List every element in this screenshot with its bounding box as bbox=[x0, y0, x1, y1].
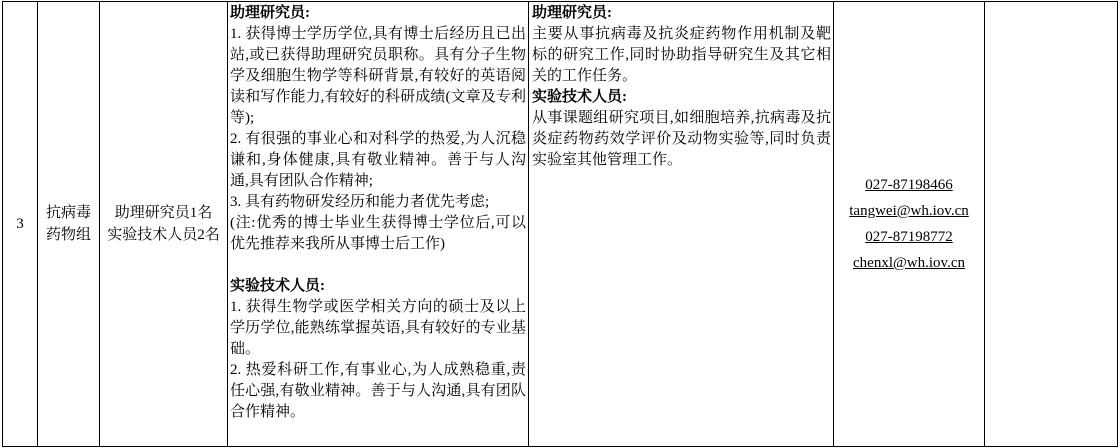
duties-assistant-title: 助理研究员: bbox=[532, 5, 612, 21]
requirement-note: (注:优秀的博士毕业生获得博士学位后,可以优先推荐来我所从事博士后工作) bbox=[230, 215, 526, 252]
requirements-assistant-title: 助理研究员: bbox=[230, 5, 310, 21]
requirement-item: 2. 有很强的事业心和对科学的热爱,为人沉稳谦和,身体健康,具有敬业精神。善于与人沟通,具有团队合作精神; bbox=[230, 131, 526, 189]
cell-research-group bbox=[38, 2, 100, 446]
cell-empty bbox=[985, 2, 1117, 446]
requirement-item: 1. 获得博士学历学位,具有博士后经历且已出站,或已获得助理研究员职称。具有分子生物学及细胞生物学等科研背景,有较好的英语阅读和写作能力,有较好的科研成绩(文章及专利等); bbox=[230, 26, 526, 126]
requirement-item: 2. 热爱科研工作,有事业心,为人成熟稳重,责任心强,有敬业精神。善于与人沟通,具有团队合作精神。 bbox=[230, 362, 526, 420]
contact-phone-1[interactable]: 027-87198466 bbox=[865, 177, 953, 193]
contact-email-2[interactable]: chenxl@wh.iov.cn bbox=[853, 255, 965, 271]
research-group-name-line1: 抗病毒 bbox=[45, 205, 91, 221]
duties-technician-title: 实验技术人员: bbox=[532, 89, 627, 105]
cell-requirements bbox=[228, 2, 529, 446]
opening-lab-technician: 实验技术人员2名 bbox=[107, 227, 220, 243]
requirement-item: 3. 具有药物研发经历和能力者优先考虑; bbox=[230, 194, 490, 210]
cell-openings bbox=[100, 2, 228, 446]
contact-phone-2[interactable]: 027-87198772 bbox=[865, 229, 953, 245]
cell-row-number bbox=[3, 2, 38, 446]
cell-duties bbox=[529, 2, 834, 446]
requirements-technician-title: 实验技术人员: bbox=[230, 278, 325, 294]
duties-assistant-text: 主要从事抗病毒及抗炎症药物作用机制及靶标的研究工作,同时协助指导研究生及其它相关的工作任务。 bbox=[532, 26, 831, 84]
row-number: 3 bbox=[16, 215, 24, 232]
contact-email-1[interactable]: tangwei@wh.iov.cn bbox=[849, 203, 969, 219]
opening-assistant-researcher: 助理研究员1名 bbox=[114, 205, 213, 221]
duties-technician-text: 从事课题组研究项目,如细胞培养,抗病毒及抗炎症药物药效学评价及动物实验等,同时负责实验室其他管理工作。 bbox=[532, 110, 831, 168]
cell-contacts bbox=[834, 2, 985, 446]
requirement-item: 1. 获得生物学或医学相关方向的硕士及以上学历学位,能熟练掌握英语,具有较好的专业基础。 bbox=[230, 299, 526, 357]
recruitment-table-row bbox=[2, 1, 1118, 447]
research-group-name-line2: 药物组 bbox=[45, 227, 91, 243]
